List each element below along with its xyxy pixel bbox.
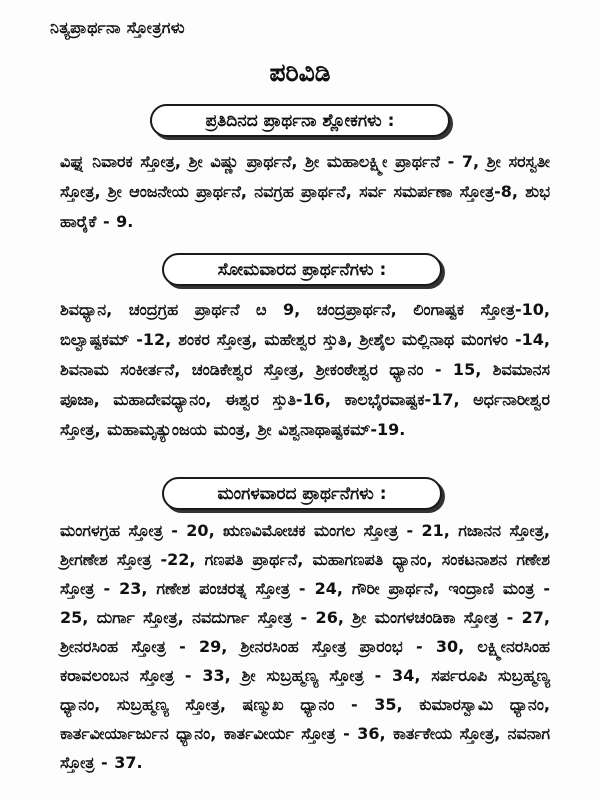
section-heading-tuesday-prayers: ಮಂಗಳವಾರದ ಪ್ರಾರ್ಥನೆಗಳು : [162, 477, 442, 510]
running-header: ನಿತ್ಯಪ್ರಾರ್ಥನಾ ಸ್ತೋತ್ರಗಳು [50, 18, 185, 37]
section-body-monday-prayers: ಶಿವಧ್ಯಾನ, ಚಂದ್ರಗ್ರಹ ಪ್ರಾರ್ಥನೆ ೞ 9, ಚಂದ್ರಪ್ರಾರ್ಥನೆ, ಲಿಂಗಾಷ್ಟಕ ಸ್ತೋತ್ರ-10, ಬಿಲ್ವಾಷ್ಟಕಮ್ -12, ಶಂಕರ ಸ್ತೋತ್ರ, ಮಹೇಶ್ವರ ಸ್ತುತಿ, ಶ್ರೀಶೈಲ ಮಲ್ಲಿನಾಥ ಮಂಗಳಂ -14, ಶಿವನಾಮ ಸಂಕೀರ್ತನೆ, ಚಂಡಿಕೇಶ್ವರ ಸ್ತೋತ್ರ, ಶ್ರೀಕಂಠೇಶ್ವರ ಧ್ಯಾನಂ - 15, ಶಿವಮಾನಸ ಪೂಜಾ, ಮಹಾದೇವಧ್ಯಾನಂ, ಈಶ್ವರ ಸ್ತುತಿ-16, ಕಾಲಭೈರವಾಷ್ಟಕ-17, ಅರ್ಧನಾರೀಶ್ವರ ಸ್ತೋತ್ರ, ಮಹಾಮೃತ್ಯುಂಜಯ ಮಂತ್ರ, ಶ್ರೀ ವಿಶ್ವನಾಥಾಷ್ಟಕಮ್-19. [60, 300, 550, 439]
section-body-tuesday-prayers: ಮಂಗಳಗ್ರಹ ಸ್ತೋತ್ರ - 20, ಋಣವಿಮೋಚಕ ಮಂಗಲ ಸ್ತೋತ್ರ - 21, ಗಜಾನನ ಸ್ತೋತ್ರ, ಶ್ರೀಗಣೇಶ ಸ್ತೋತ್ರ -22, ಗಣಪತಿ ಪ್ರಾರ್ಥನೆ, ಮಹಾಗಣಪತಿ ಧ್ಯಾನಂ, ಸಂಕಟನಾಶನ ಗಣೇಶ ಸ್ತೋತ್ರ - 23, ಗಣೇಶ ಪಂಚರತ್ನ ಸ್ತೋತ್ರ - 24, ಗೌರೀ ಪ್ರಾರ್ಥನೆ, ಇಂದ್ರಾಣಿ ಮಂತ್ರ - 25, ದುರ್ಗಾ ಸ್ತೋತ್ರ, ನವದುರ್ಗಾ ಸ್ತೋತ್ರ - 26, ಶ್ರೀ ಮಂಗಳಚಂಡಿಕಾ ಸ್ತೋತ್ರ - 27, ಶ್ರೀನರಸಿಂಹ ಸ್ತೋತ್ರ - 29, ಶ್ರೀನರಸಿಂಹ ಸ್ತೋತ್ರ ಪ್ರಾರಂಭ - 30, ಲಕ್ಷ್ಮೀನರಸಿಂಹ ಕರಾವಲಂಬನ ಸ್ತೋತ್ರ - 33, ಶ್ರೀ ಸುಬ್ರಹ್ಮಣ್ಯ ಸ್ತೋತ್ರ - 34, ಸರ್ಪರೂಪಿ ಸುಬ್ರಹ್ಮಣ್ಯ ಧ್ಯಾನಂ, ಸುಬ್ರಹ್ಮಣ್ಯ ಸ್ತೋತ್ರ, ಷಣ್ಮುಖ ಧ್ಯಾನಂ - 35, ಕುಮಾರಸ್ವಾಮಿ ಧ್ಯಾನಂ, ಕಾರ್ತವೀರ್ಯಾರ್ಜುನ ಧ್ಯಾನಂ, ಕಾರ್ತವೀರ್ಯ ಸ್ತೋತ್ರ - 36, ಕಾರ್ತಕೇಯ ಸ್ತೋತ್ರ, ನವನಾಗ ಸ್ತೋತ್ರ - 37. [60, 521, 550, 772]
page-title: ಪರಿವಿಡಿ [269, 58, 331, 87]
section-heading-monday-prayers: ಸೋಮವಾರದ ಪ್ರಾರ್ಥನೆಗಳು : [162, 253, 442, 286]
section-body-daily-prayers: ವಿಘ್ನ ನಿವಾರಕ ಸ್ತೋತ್ರ, ಶ್ರೀ ವಿಷ್ಣು ಪ್ರಾರ್ಥನೆ, ಶ್ರೀ ಮಹಾಲಕ್ಷ್ಮೀ ಪ್ರಾರ್ಥನೆ - 7, ಶ್ರೀ ಸರಸ್ವತೀ ಸ್ತೋತ್ರ, ಶ್ರೀ ಆಂಜನೇಯ ಪ್ರಾರ್ಥನೆ, ನವಗ್ರಹ ಪ್ರಾರ್ಥನೆ, ಸರ್ವ ಸಮರ್ಪಣಾ ಸ್ತೋತ್ರ-8, ಶುಭ ಹಾರೈಕೆ - 9. [60, 152, 550, 231]
section-heading-daily-prayers: ಪ್ರತಿದಿನದ ಪ್ರಾರ್ಥನಾ ಶ್ಲೋಕಗಳು : [150, 104, 450, 137]
